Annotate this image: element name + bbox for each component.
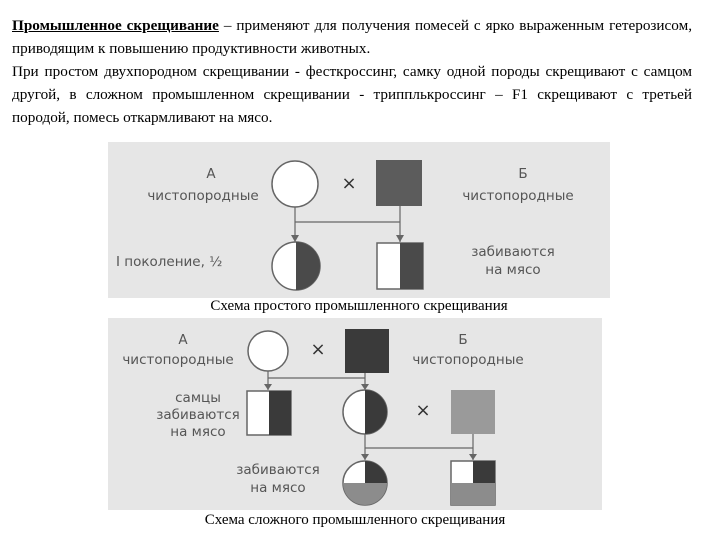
cross-symbol: × [310, 339, 326, 360]
male-b-symbol [376, 160, 422, 206]
complex-crossing-caption: Схема сложного промышленного скрещивания [204, 512, 506, 528]
term-industrial-crossing: Промышленное скрещивание [12, 17, 219, 34]
breed-c-male-symbol [451, 390, 495, 434]
males-label-line1: самцы [175, 390, 221, 406]
arrow-head [291, 235, 404, 242]
simple-crossing-diagram [108, 142, 610, 298]
slaughter-label-line1: забиваются [236, 462, 320, 478]
breed-a-label: А [206, 166, 216, 182]
paragraph-types: При простом двухпородном скрещивании - фесткроссинг, самку одной породы скрещивают с самцом другой, в сложном промышленном скрещивании - трипплькроссинг – F1 скрещивают с третьей породой, помесь откармливают на мясо. [12, 63, 692, 126]
breed-b-label: Б [458, 332, 468, 348]
definition-text: – применяют для получения помесей с ярко выраженным гетерозисом, приводящим к повышению продуктивности животных. [12, 17, 692, 57]
simple-crossing-caption: Схема простого промышленного скрещивания [210, 298, 508, 314]
breed-b-sublabel: чистопородные [462, 188, 574, 204]
cross-connector-line [268, 371, 365, 390]
males-label-line3: на мясо [170, 424, 226, 440]
breed-b-label: Б [518, 166, 528, 182]
second-cross-connector [365, 434, 473, 460]
slaughter-label-line2: на мясо [250, 480, 306, 496]
f1-male-half-fill [269, 391, 291, 435]
males-label-line2: забиваются [156, 407, 240, 423]
arrow-head [264, 384, 369, 390]
female-a-symbol [248, 331, 288, 371]
f1-male-half-fill [400, 243, 423, 289]
complex-crossing-diagram [108, 318, 602, 510]
cross-symbol: × [341, 173, 357, 194]
f1-female-half-fill [365, 390, 387, 434]
intro-text [12, 14, 692, 129]
breed-a-sublabel: чистопородные [147, 188, 259, 204]
breed-b-sublabel: чистопородные [412, 352, 524, 368]
slaughter-label-line2: на мясо [485, 262, 541, 278]
arrow-head-2 [361, 454, 477, 460]
breed-a-sublabel: чистопородные [122, 352, 234, 368]
generation-label: I поколение, ½ [116, 254, 223, 270]
paragraph-definition [12, 14, 692, 60]
slaughter-label-line1: забиваются [471, 244, 555, 260]
male-b-symbol [345, 329, 389, 373]
cross-symbol-2: × [415, 400, 431, 421]
breed-a-label: А [178, 332, 188, 348]
cross-connector-line [295, 206, 400, 242]
f1-female-half-fill [296, 242, 320, 290]
